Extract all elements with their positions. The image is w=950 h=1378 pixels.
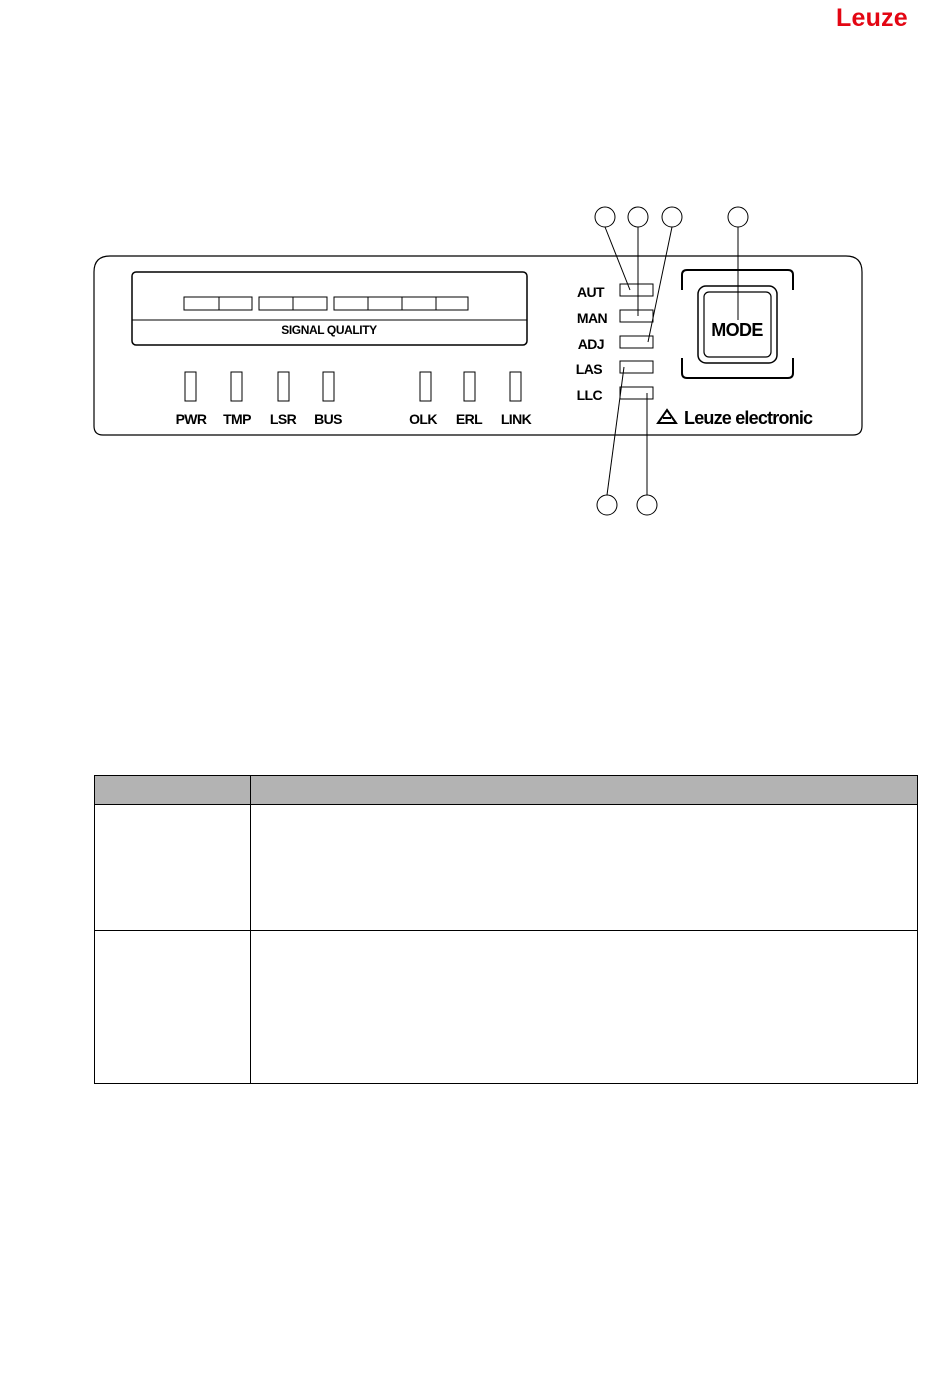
status-led-markers (185, 372, 521, 401)
led-label-lsr: LSR (269, 411, 297, 427)
mode-label-adj: ADJ (577, 336, 604, 352)
panel-brand-label: Leuze electronic (684, 408, 813, 428)
signal-quality-bar-segments (184, 297, 468, 310)
led-label-bus: BUS (314, 411, 342, 427)
brand-logo: Leuze (836, 4, 908, 32)
mode-label-las: LAS (575, 361, 602, 377)
mode-label-llc: LLC (576, 387, 602, 403)
control-panel-figure (0, 0, 950, 560)
mode-label-man: MAN (576, 310, 607, 326)
signal-quality-label: SIGNAL QUALITY (281, 323, 377, 337)
description-table (94, 775, 918, 1084)
led-label-olk: OLK (409, 411, 437, 427)
brand-icon (658, 410, 676, 423)
callout-markers (595, 207, 748, 515)
led-label-link: LINK (500, 411, 532, 427)
led-label-pwr: PWR (175, 411, 207, 427)
mode-label-aut: AUT (577, 284, 604, 300)
led-label-tmp: TMP (223, 411, 251, 427)
table-row (95, 931, 917, 1083)
mode-button-label: MODE (711, 320, 763, 340)
led-label-erl: ERL (455, 411, 483, 427)
table-header (95, 776, 917, 805)
table-row (95, 805, 917, 931)
